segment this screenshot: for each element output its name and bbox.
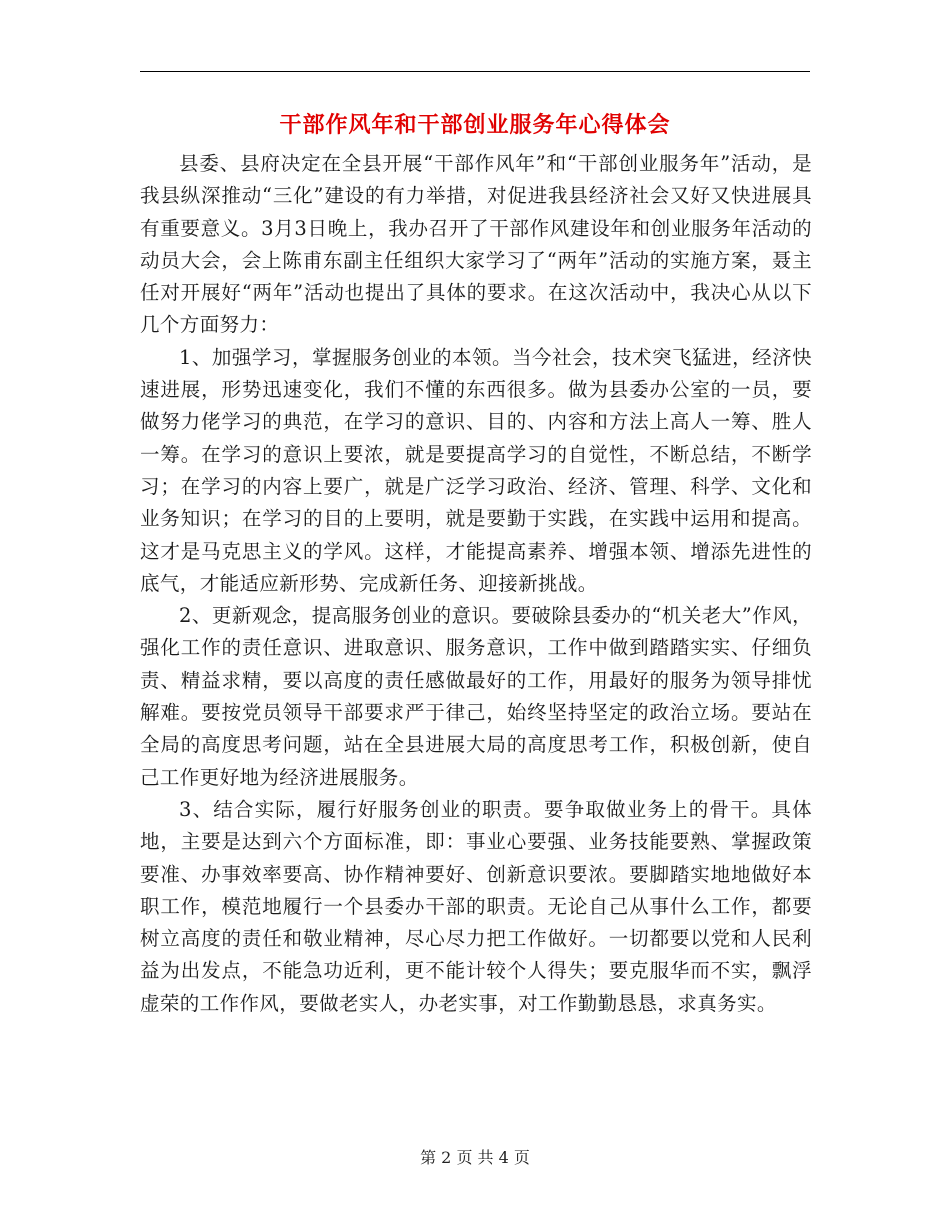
header-rule xyxy=(140,71,810,72)
paragraph-point-3: 3、结合实际，履行好服务创业的职责。要争取做业务上的骨干。具体地，主要是达到六个方面标准，即：事业心要强、业务技能要熟、掌握政策要准、办事效率要高、协作精神要好、创新意识要浓。要脚踏实地地做好本职工作，模范地履行一个县委办干部的职责。无论自己从事什么工作，都要树立高度的责任和敬业精神，尽心尽力把工作做好。一切都要以党和人民利益为出发点，不能急功近利，更不能计较个人得失；要克服华而不实，飘浮虚荣的工作作风，要做老实人，办老实事，对工作勤勤恳恳，求真务实。 xyxy=(140,797,812,1015)
paragraph-intro: 县委、县府决定在全县开展“干部作风年”和“干部创业服务年”活动，是我县纵深推动“三化”建设的有力举措，对促进我县经济社会又好又快进展具有重要意义。3月3日晚上，我办召开了干部作风建设年和创业服务年活动的动员大会，会上陈甫东副主任组织大家学习了“两年”活动的实施方案，聂主任对开展好“两年”活动也提出了具体的要求。在这次活动中，我决心从以下几个方面努力： xyxy=(140,152,812,337)
paragraph-point-1: 1、加强学习，掌握服务创业的本领。当今社会，技术突飞猛进，经济快速进展，形势迅速变化，我们不懂的东西很多。做为县委办公室的一员，要做努力佬学习的典范，在学习的意识、目的、内容和方法上高人一筹、胜人一筹。在学习的意识上要浓，就是要提高学习的自觉性，不断总结，不断学习；在学习的内容上要广，就是广泛学习政治、经济、管理、科学、文化和业务知识；在学习的目的上要明，就是要勤于实践，在实践中运用和提高。这才是马克思主义的学风。这样，才能提高素养、增强本领、增添先进性的底气，才能适应新形势、完成新任务、迎接新挑战。 xyxy=(140,345,812,595)
document-body xyxy=(140,148,812,1020)
page-number-footer: 第 2 页 共 4 页 xyxy=(420,1148,530,1167)
paragraph-point-2: 2、更新观念，提高服务创业的意识。要破除县委办的“机关老大”作风，强化工作的责任意识、进取意识、服务意识，工作中做到踏踏实实、仔细负责、精益求精，要以高度的责任感做最好的工作，用最好的服务为领导排忧解难。要按党员领导干部要求严于律己，始终坚持坚定的政治立场。要站在全局的高度思考问题，站在全县进展大局的高度思考工作，积极创新，使自己工作更好地为经济进展服务。 xyxy=(140,604,812,789)
document-title: 干部作风年和干部创业服务年心得体会 xyxy=(279,112,671,138)
